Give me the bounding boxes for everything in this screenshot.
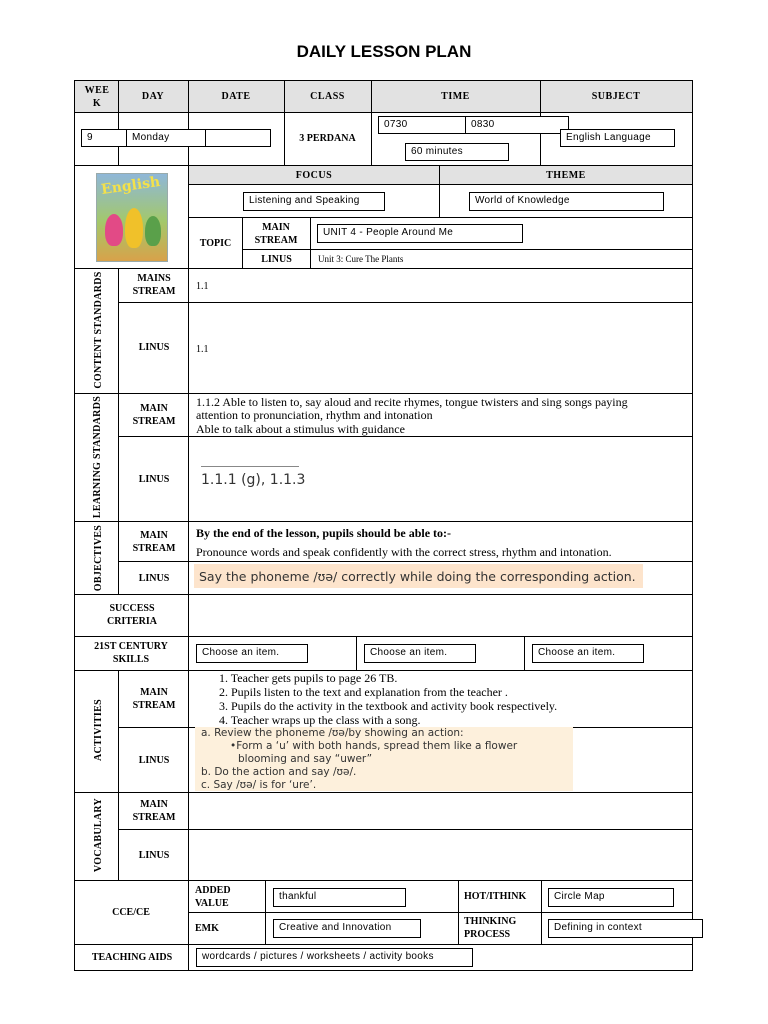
- learning-linus-value: 1.1.1 (g), 1.1.3: [201, 472, 306, 488]
- objectives-linus-label: LINUS: [138, 572, 170, 584]
- divider: [310, 217, 311, 268]
- activities-main-item-4: 4. Teacher wraps up the class with a song.: [219, 713, 421, 727]
- emk-field[interactable]: Creative and Innovation: [273, 919, 421, 938]
- teaching-aids-field[interactable]: wordcards / pictures / worksheets / activity books: [196, 948, 473, 967]
- added-value-label: ADDED VALUE: [195, 885, 231, 909]
- topic-main-label: MAIN STREAM: [254, 221, 298, 246]
- divider: [188, 80, 189, 970]
- header-date: DATE: [221, 91, 251, 102]
- objectives-main-value: Pronounce words and speak confidently with the correct stress, rhythm and intonation.: [196, 545, 612, 559]
- objectives-main-label: MAIN STREAM: [132, 529, 176, 554]
- learning-main-line2: attention to pronunciation, rhythm and intonation: [196, 408, 433, 422]
- activities-main-item-1: 1. Teacher gets pupils to page 26 TB.: [219, 671, 398, 685]
- thinking-process-field[interactable]: Defining in context: [548, 919, 703, 938]
- header-week: WEE K: [84, 84, 110, 109]
- divider: [524, 636, 525, 670]
- skill-dropdown-2[interactable]: Choose an item.: [364, 644, 476, 663]
- date-field[interactable]: [205, 129, 271, 147]
- cover-leaf-icon: [125, 208, 143, 248]
- topic-label: TOPIC: [199, 237, 232, 249]
- divider: [356, 636, 357, 670]
- divider: [118, 829, 693, 830]
- divider: [118, 436, 693, 437]
- header-class: CLASS: [310, 91, 345, 102]
- teaching-aids-label: TEACHING AIDS: [91, 951, 173, 963]
- cce-label: CCE/CE: [112, 906, 150, 918]
- hot-field[interactable]: Circle Map: [548, 888, 674, 907]
- divider: [541, 880, 542, 944]
- divider: [118, 268, 119, 594]
- divider: [74, 521, 693, 522]
- divider: [74, 944, 693, 945]
- topic-main-field[interactable]: UNIT 4 - People Around Me: [317, 224, 523, 243]
- header-time: TIME: [441, 91, 470, 102]
- learning-main-label: MAIN STREAM: [132, 403, 176, 427]
- objectives-main-heading: By the end of the lesson, pupils should be able to:-: [196, 526, 452, 540]
- vocabulary-section: VOCABULARY: [92, 797, 104, 873]
- duration-field[interactable]: 60 minutes: [405, 143, 509, 161]
- focus-label: FOCUS: [295, 169, 333, 181]
- divider: [74, 636, 693, 637]
- cover-title: English: [100, 173, 162, 199]
- page-title: DAILY LESSON PLAN: [296, 42, 472, 61]
- activities-main-item-3: 3. Pupils do the activity in the textbook and activity book respectively.: [219, 699, 558, 713]
- activities-main-label: MAIN STREAM: [132, 687, 176, 711]
- skill-dropdown-1[interactable]: Choose an item.: [196, 644, 308, 663]
- divider: [118, 561, 693, 562]
- objectives-linus-value: Say the phoneme /ʊə/ correctly while doing the corresponding action.: [199, 569, 636, 584]
- time-start-field[interactable]: 0730: [378, 116, 466, 134]
- content-main-label: MAINS STREAM: [132, 273, 176, 297]
- divider: [74, 594, 693, 595]
- divider: [188, 184, 693, 185]
- divider: [74, 792, 693, 793]
- added-value-field[interactable]: thankful: [273, 888, 406, 907]
- topic-linus-value: Unit 3: Cure The Plants: [318, 254, 404, 264]
- activities-linus-label: LINUS: [138, 754, 170, 766]
- cover-leaf-icon: [145, 216, 161, 246]
- vocabulary-main-label: MAIN STREAM: [132, 799, 176, 823]
- divider: [188, 912, 693, 913]
- focus-field[interactable]: Listening and Speaking: [243, 192, 385, 211]
- learning-standards-section: LEARNING STANDARDS: [91, 395, 103, 519]
- activities-linus-item-3: blooming and say “uwer”: [238, 753, 373, 765]
- vocabulary-linus-label: LINUS: [138, 849, 170, 861]
- divider: [458, 880, 459, 944]
- theme-label: THEME: [546, 169, 586, 181]
- header-day: DAY: [141, 91, 165, 102]
- content-linus-label: LINUS: [138, 342, 170, 353]
- skill-dropdown-3[interactable]: Choose an item.: [532, 644, 644, 663]
- time-end-field[interactable]: 0830: [465, 116, 569, 134]
- activities-linus-item-2: •Form a ‘u’ with both hands, spread them like a flower: [230, 740, 518, 752]
- frame-top: [74, 80, 693, 81]
- activities-linus-item-4: b. Do the action and say /ʊə/.: [201, 766, 357, 778]
- topic-linus-label: LINUS: [261, 253, 292, 265]
- success-criteria-label: SUCCESS CRITERIA: [106, 603, 157, 627]
- content-linus-value: 1.1: [196, 344, 209, 355]
- learning-linus-divider: [201, 466, 299, 467]
- content-main-value: 1.1: [196, 281, 209, 292]
- divider: [74, 393, 693, 394]
- frame-left: [74, 80, 75, 970]
- learning-main-line1: 1.1.2 Able to listen to, say aloud and recite rhymes, tongue twisters and sing songs paying: [196, 395, 628, 409]
- cover-leaf-icon: [105, 214, 123, 246]
- learning-linus-label: LINUS: [138, 473, 170, 485]
- class-value: 3 PERDANA: [299, 132, 356, 144]
- divider: [265, 880, 266, 944]
- learning-main-line3: Able to talk about a stimulus with guidance: [196, 422, 405, 436]
- header-subject: SUBJECT: [591, 91, 641, 102]
- week-field[interactable]: 9: [81, 129, 127, 147]
- textbook-cover-image: [96, 173, 168, 262]
- hot-label: HOT/ITHINK: [464, 891, 527, 902]
- content-standards-section: CONTENT STANDARDS: [92, 271, 104, 389]
- divider: [74, 268, 693, 269]
- day-field[interactable]: Monday: [126, 129, 206, 147]
- theme-field[interactable]: World of Knowledge: [469, 192, 664, 211]
- subject-field[interactable]: English Language: [560, 129, 675, 147]
- divider: [118, 670, 119, 880]
- activities-section: ACTIVITIES: [92, 699, 104, 761]
- thinking-process-label: THINKING PROCESS: [464, 916, 517, 940]
- frame-right: [692, 80, 693, 970]
- divider: [74, 880, 693, 881]
- frame-bottom: [74, 970, 693, 971]
- objectives-section: OBJECTIVES: [92, 524, 104, 592]
- activities-linus-item-5: c. Say /ʊə/ is for ‘ure’.: [201, 779, 317, 791]
- activities-main-item-2: 2. Pupils listen to the text and explanation from the teacher .: [219, 685, 508, 699]
- divider: [74, 112, 693, 113]
- emk-label: EMK: [195, 923, 219, 934]
- divider: [118, 302, 693, 303]
- skills-label: 21ST CENTURY SKILLS: [94, 641, 168, 665]
- activities-linus-item-1: a. Review the phoneme /ʊə/by showing an action:: [201, 727, 464, 739]
